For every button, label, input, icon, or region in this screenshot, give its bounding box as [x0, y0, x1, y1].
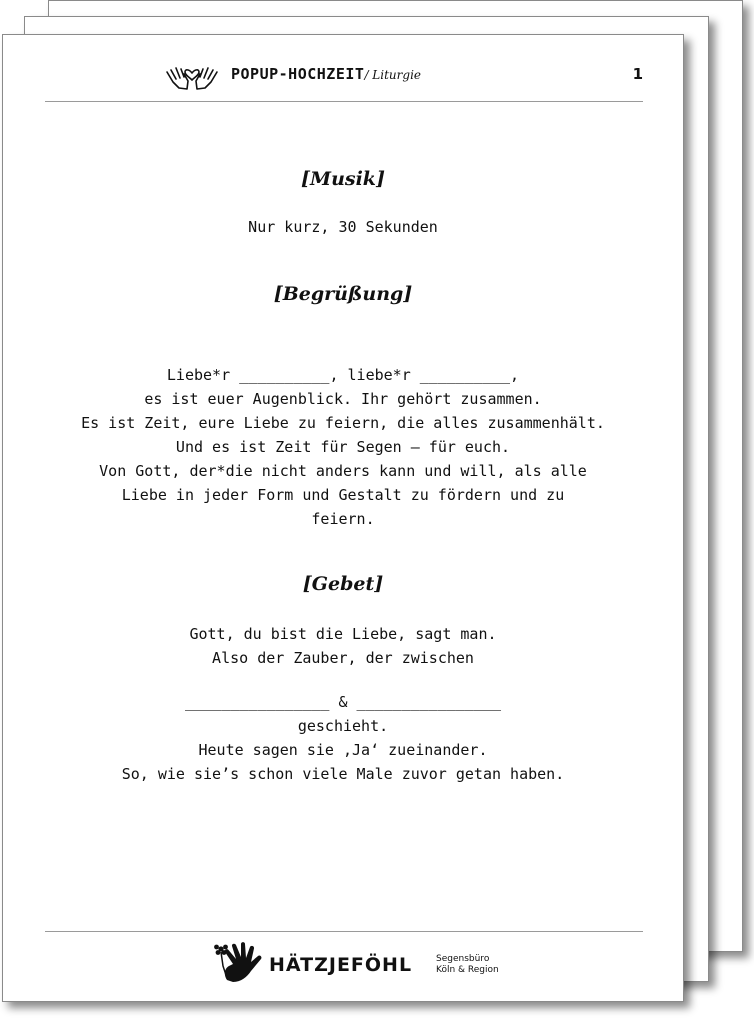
- text-line: Heute sagen sie ‚Ja‘ zueinander.: [198, 741, 488, 759]
- text-line: Gott, du bist die Liebe, sagt man.: [189, 625, 497, 643]
- brand-tagline: Segensbüro Köln & Region: [436, 954, 499, 975]
- text-line: Nur kurz, 30 Sekunden: [248, 218, 438, 236]
- text-line: ________________ & ________________: [184, 693, 502, 711]
- page-footer: [45, 931, 643, 992]
- text-line: feiern.: [311, 510, 375, 528]
- section-heading-musik: [Musik]: [301, 168, 385, 190]
- text-line: Von Gott, der*die nicht anders kann und will, als alle: [99, 462, 587, 480]
- text-line: Liebe in jeder Form und Gestalt zu fördern und zu: [121, 486, 565, 504]
- waving-hand-flower-icon: [213, 940, 265, 984]
- document-subtitle: / Liturgie: [364, 68, 422, 82]
- text-line: So, wie sie’s schon viele Male zuvor getan haben.: [121, 765, 565, 783]
- text-line: geschieht.: [297, 717, 389, 735]
- front-page: [2, 34, 684, 1002]
- brand-name: HÄTZJEFÖHL: [269, 954, 413, 976]
- text-line: Liebe*r __________, liebe*r __________,: [166, 366, 520, 384]
- page-number: 1: [632, 65, 643, 83]
- text-line: Also der Zauber, der zwischen: [212, 649, 474, 667]
- hands-heart-icon: [163, 62, 221, 92]
- section-heading-gebet: [Gebet]: [302, 573, 384, 595]
- document-title: POPUP-HOCHZEIT/ Liturgie: [231, 65, 422, 83]
- text-line: Und es ist Zeit für Segen – für euch.: [175, 438, 511, 456]
- page-header: [45, 55, 643, 102]
- text-line: Es ist Zeit, eure Liebe zu feiern, die alles zusammenhält.: [81, 414, 605, 432]
- text-line: es ist euer Augenblick. Ihr gehört zusammen.: [144, 390, 542, 408]
- section-heading-begruessung: [Begrüßung]: [273, 283, 413, 305]
